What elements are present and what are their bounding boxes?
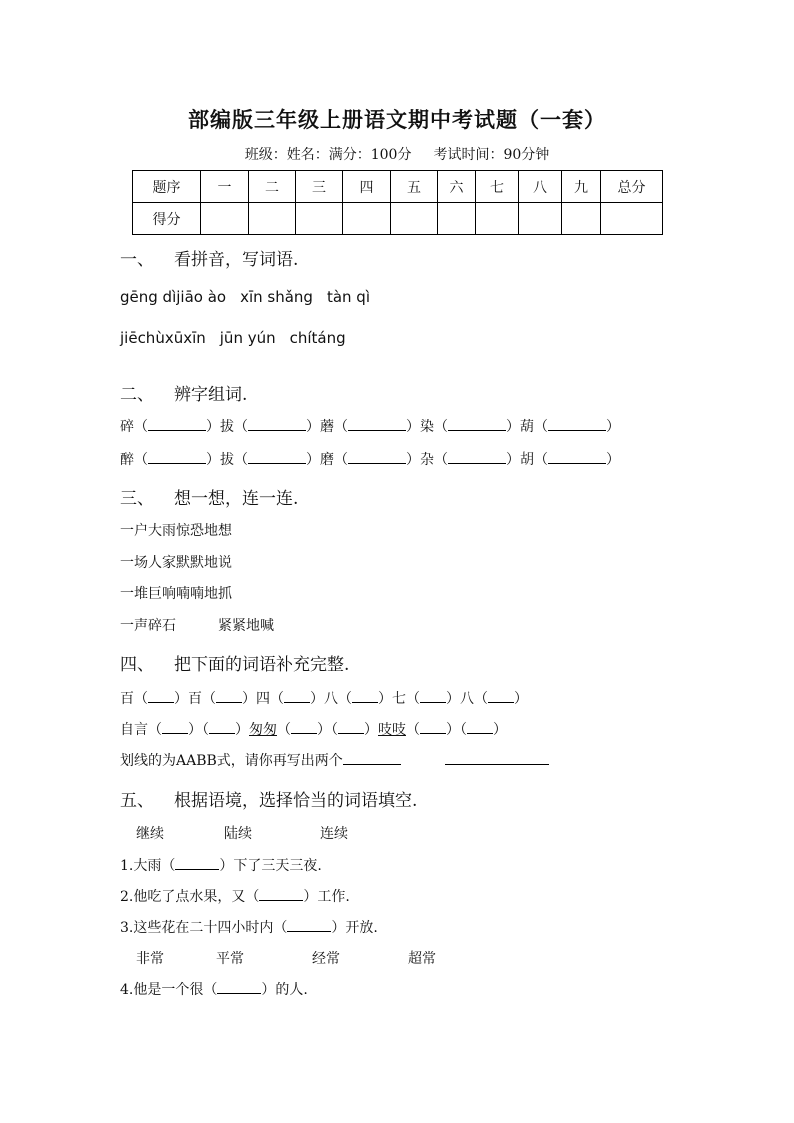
section-2-heading [120, 380, 247, 405]
answer-blank[interactable] [175, 868, 219, 870]
answer-blank[interactable] [420, 732, 446, 734]
header-cell: 一 [201, 171, 249, 203]
answer-blank[interactable] [420, 701, 446, 703]
char: 蘑 [320, 419, 334, 435]
word-choice: 超常 [408, 951, 436, 967]
score-cell[interactable] [476, 203, 519, 235]
answer-blank[interactable] [148, 701, 174, 703]
answer-blank[interactable] [448, 429, 506, 431]
answer-blank[interactable] [548, 429, 606, 431]
char: 百 [120, 691, 134, 707]
answer-blank[interactable] [284, 701, 310, 703]
question-text: ）工作. [303, 889, 350, 905]
section-title: 想一想，连一连. [174, 489, 299, 509]
char: 杂 [420, 452, 434, 468]
pinyin-row-1 [120, 288, 384, 306]
char: 磨 [320, 452, 334, 468]
answer-blank[interactable] [216, 701, 242, 703]
pinyin-item: jūn yún [219, 329, 276, 347]
score-cell[interactable] [391, 203, 438, 235]
page-title: 部编版三年级上册语文期中考试题（一套） [188, 107, 606, 132]
answer-blank[interactable] [338, 732, 364, 734]
word-choice: 平常 [216, 951, 244, 967]
pinyin-item: gēng dìjiāo ào [120, 288, 227, 306]
section-number: 一、 [120, 250, 154, 270]
char: 葫 [520, 419, 534, 435]
match-line: 一户大雨惊恐地想 [120, 523, 232, 539]
section-title: 看拼音，写词语. [174, 250, 299, 270]
question-text: 1.大雨（ [120, 858, 176, 874]
section-number: 三、 [120, 489, 154, 509]
header-cell: 题序 [133, 171, 201, 203]
question-text: ）下了三天三夜. [219, 858, 322, 874]
section-title: 把下面的词语补充完整. [174, 655, 350, 675]
question-3 [120, 917, 378, 937]
score-table [132, 170, 663, 235]
word-choice: 经常 [312, 951, 340, 967]
word-choices-2 [136, 948, 436, 968]
answer-blank[interactable] [259, 899, 303, 901]
question-text: 3.这些花在二十四小时内（ [120, 920, 288, 936]
char: 八 [460, 691, 474, 707]
char: 拔 [220, 452, 234, 468]
match-line: 一堆巨响喃喃地抓 [120, 586, 232, 602]
section-5-heading [120, 786, 417, 811]
answer-blank[interactable] [291, 732, 317, 734]
section-title: 辨字组词. [174, 385, 248, 405]
header-cell: 六 [438, 171, 476, 203]
answer-blank[interactable] [343, 763, 401, 765]
idiom-row-1: 百（ ）百（ ）四（ ）八（ ）七（ ）八（ ） [120, 691, 528, 707]
char: 八 [324, 691, 338, 707]
section-1-heading [120, 245, 298, 270]
question-text: ）的人. [261, 982, 308, 998]
answer-blank[interactable] [348, 462, 406, 464]
aabb-note [120, 750, 549, 770]
char: 染 [420, 419, 434, 435]
score-cell[interactable] [519, 203, 562, 235]
char: 醉 [120, 452, 134, 468]
header-cell: 二 [249, 171, 296, 203]
question-text: 4.他是一个很（ [120, 982, 218, 998]
answer-blank[interactable] [348, 429, 406, 431]
answer-blank[interactable] [448, 462, 506, 464]
section-4-heading [120, 650, 349, 675]
score-cell[interactable] [562, 203, 601, 235]
char: 碎 [120, 419, 134, 435]
answer-blank[interactable] [445, 763, 549, 765]
class-name-score-info: 班级：姓名：满分：100分 [244, 147, 412, 163]
score-table-header-row [133, 171, 663, 203]
word-choices-1 [136, 823, 348, 843]
word-choice: 非常 [136, 951, 164, 967]
question-text: 2.他吃了点水果，又（ [120, 889, 260, 905]
answer-blank[interactable] [148, 429, 206, 431]
underlined-word: 匆匆 [249, 722, 277, 738]
question-text: ）开放. [331, 920, 378, 936]
question-4 [120, 979, 308, 999]
score-cell[interactable] [438, 203, 476, 235]
section-title: 根据语境，选择恰当的词语填空. [174, 791, 418, 811]
underlined-word: 吱吱 [378, 722, 406, 738]
pinyin-item: jiēchùxūxīn [120, 329, 206, 347]
score-cell[interactable] [249, 203, 296, 235]
answer-blank[interactable] [488, 701, 514, 703]
pinyin-item: chítáng [289, 329, 346, 347]
answer-blank[interactable] [148, 462, 206, 464]
header-cell: 九 [562, 171, 601, 203]
answer-blank[interactable] [248, 429, 306, 431]
char: 拔 [220, 419, 234, 435]
answer-blank[interactable] [548, 462, 606, 464]
answer-blank[interactable] [162, 732, 188, 734]
match-left: 一声碎石 [120, 618, 176, 634]
exam-time: 考试时间：90分钟 [433, 147, 550, 163]
header-cell: 三 [296, 171, 343, 203]
score-cell[interactable] [601, 203, 663, 235]
char: 七 [392, 691, 406, 707]
answer-blank[interactable] [467, 732, 493, 734]
score-table-score-row [133, 203, 663, 235]
char: 四 [256, 691, 270, 707]
section-number: 二、 [120, 385, 154, 405]
score-cell[interactable] [343, 203, 391, 235]
header-cell: 总分 [601, 171, 663, 203]
answer-blank[interactable] [217, 992, 261, 994]
match-line [120, 615, 274, 635]
section-number: 四、 [120, 655, 154, 675]
score-cell[interactable] [296, 203, 343, 235]
char-row-1: 碎（ ）拔（ ）蘑（ ）染（ ）葫（ ） [120, 419, 620, 435]
char-row-2: 醉（ ）拔（ ）磨（ ）杂（ ）胡（ ） [120, 452, 620, 468]
pinyin-item: tàn qì [326, 288, 370, 306]
match-line: 一场人家默默地说 [120, 555, 232, 571]
pinyin-row-2 [120, 329, 360, 347]
word-choice: 继续 [136, 826, 164, 842]
match-right: 紧紧地喊 [218, 618, 274, 634]
question-2 [120, 886, 350, 906]
answer-blank[interactable] [209, 732, 235, 734]
header-cell: 五 [391, 171, 438, 203]
header-cell: 八 [519, 171, 562, 203]
section-3-heading [120, 484, 298, 509]
word-choice: 连续 [320, 826, 348, 842]
row-label: 得分 [133, 203, 201, 235]
char: 百 [188, 691, 202, 707]
score-cell[interactable] [201, 203, 249, 235]
idiom-row-2: 自言（ ）（ ）匆匆（ ）（ ）吱吱（ ）（ ） [120, 722, 507, 738]
answer-blank[interactable] [248, 462, 306, 464]
word: 自言 [120, 722, 148, 738]
header-cell: 七 [476, 171, 519, 203]
char: 胡 [520, 452, 534, 468]
header-cell: 四 [343, 171, 391, 203]
answer-blank[interactable] [287, 930, 331, 932]
answer-blank[interactable] [352, 701, 378, 703]
exam-info [0, 144, 794, 164]
question-1 [120, 855, 322, 875]
pinyin-item: xīn shǎng [240, 288, 313, 306]
note-text: 划线的为AABB式，请你再写出两个 [120, 753, 343, 769]
word-choice: 陆续 [224, 826, 252, 842]
section-number: 五、 [120, 791, 154, 811]
